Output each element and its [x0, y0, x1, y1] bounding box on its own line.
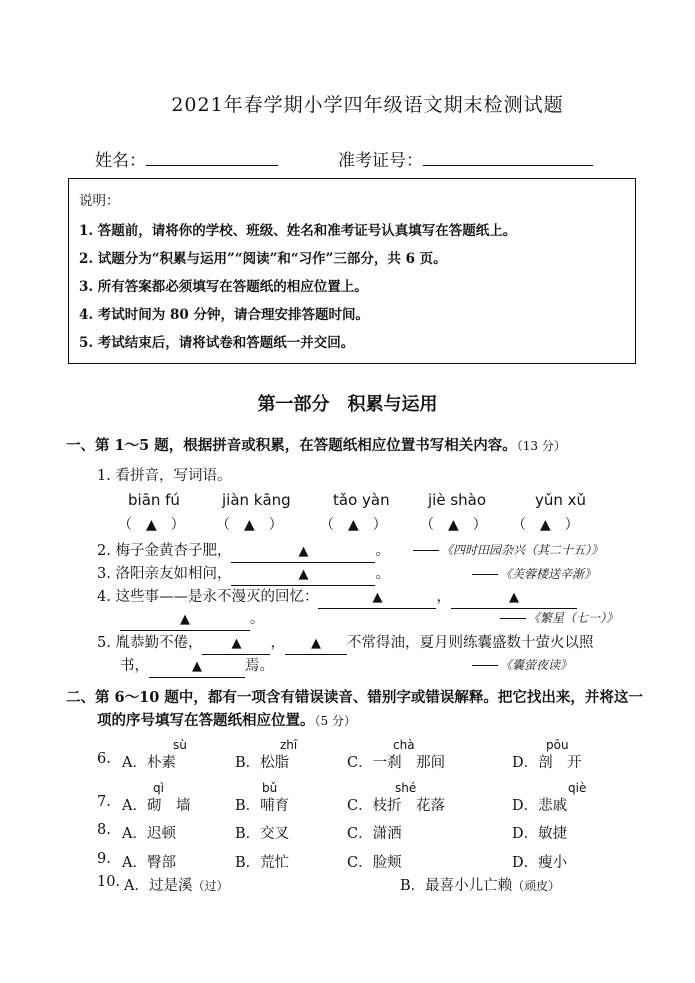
- q2-num: 2.: [97, 543, 111, 559]
- instructions-box: [68, 178, 636, 364]
- q8-option-a[interactable]: A．迟顿: [122, 826, 176, 842]
- q4-blank-1[interactable]: ▲: [318, 590, 436, 609]
- name-blank[interactable]: [146, 149, 278, 166]
- q4-blank-3[interactable]: ▲: [120, 612, 250, 631]
- q6-b-pinyin: zhī: [280, 738, 298, 752]
- q3-blank[interactable]: ▲: [231, 567, 375, 586]
- instruction-item: 4. 考试时间为 80 分钟，请合理安排答题时间。: [79, 307, 369, 323]
- q6-d-pinyin: pōu: [546, 738, 569, 752]
- q5-num: 5.: [97, 635, 111, 651]
- pinyin-item: jiàn kāng: [222, 491, 291, 509]
- answer-blank[interactable]: （ ▲ ）: [420, 517, 487, 533]
- q4-comma: ，: [436, 589, 451, 605]
- instructions-heading: 说明：: [79, 193, 120, 209]
- q8-option-d[interactable]: D．敏捷: [512, 826, 568, 842]
- q6-option-c[interactable]: C．一刹 那间: [347, 755, 446, 771]
- part2-heading-line2: [97, 709, 356, 730]
- q2-blank[interactable]: ▲: [231, 544, 375, 563]
- q7-option-c[interactable]: C．枝折 花落: [347, 798, 446, 814]
- q3-end: 。: [375, 566, 390, 582]
- q7-d-pinyin: qiè: [568, 781, 587, 795]
- q5-text2: 不常得油，夏月则练囊盛数十萤火以照: [346, 635, 594, 651]
- q3-text: 洛阳亲友如相问，: [115, 566, 232, 582]
- exam-id-blank[interactable]: [423, 149, 593, 166]
- q4-source: 《繁星（七一）》: [500, 609, 618, 626]
- instruction-item: 2. 试题分为“积累与运用”“阅读”和“习作”三部分，共 6 页。: [79, 251, 447, 267]
- section-title: 第一部分 积累与运用: [257, 394, 438, 415]
- q8-option-c[interactable]: C．潇洒: [347, 826, 402, 842]
- q5-text3: 书，: [120, 658, 149, 674]
- q5-line2: [120, 654, 274, 678]
- q6-option-a[interactable]: A．朴素: [122, 755, 176, 771]
- q5: [97, 631, 593, 655]
- q9-num: 9.: [97, 851, 111, 867]
- q4: [97, 585, 577, 609]
- q4-line2: [120, 607, 265, 631]
- name-label: 姓名：: [95, 151, 146, 171]
- answer-blank[interactable]: （ ▲ ）: [118, 517, 185, 533]
- q3-source: 《芙蓉楼送辛渐》: [472, 565, 596, 582]
- q7-option-d[interactable]: D．悲戚: [512, 798, 568, 814]
- pinyin-item: yǔn xǔ: [535, 491, 587, 509]
- exam-id-label: 准考证号：: [338, 151, 423, 171]
- pinyin-item: biān fú: [128, 491, 180, 509]
- q6-c-pinyin: chà: [393, 738, 415, 752]
- part2-heading-line1: [66, 686, 643, 707]
- q4-num: 4.: [97, 589, 111, 605]
- q7-c-pinyin: shé: [395, 781, 417, 795]
- exam-id-field[interactable]: [338, 146, 593, 171]
- q5-blank-1[interactable]: ▲: [202, 636, 270, 655]
- q4-end: 。: [250, 611, 265, 627]
- q9-option-a[interactable]: A．臀部: [122, 855, 176, 871]
- instruction-item: 5. 考试结束后，请将试卷和答题纸一并交回。: [79, 335, 355, 351]
- q3: [97, 562, 390, 586]
- part2-prefix: 二、: [66, 689, 95, 706]
- part2-text-1: 第 6～10 题中，都有一项含有错误读音、错别字或错误解释。把它找出来，并将这一: [95, 689, 643, 706]
- q7-option-b[interactable]: B．哺育: [235, 798, 290, 814]
- q2: [97, 539, 390, 563]
- q10-option-a[interactable]: A．过是溪（过）: [124, 878, 229, 894]
- q10-num: 10.: [97, 874, 121, 890]
- q3-num: 3.: [97, 566, 111, 582]
- q8-num: 8.: [97, 822, 111, 838]
- q4-blank-2[interactable]: ▲: [451, 590, 577, 609]
- q6-a-pinyin: sù: [173, 738, 187, 752]
- pinyin-item: tǎo yàn: [333, 491, 390, 509]
- name-field[interactable]: [95, 146, 278, 171]
- q7-a-pinyin: qì: [153, 781, 164, 795]
- instruction-item: 1. 答题前，请将你的学校、班级、姓名和准考证号认真填写在答题纸上。: [79, 223, 517, 239]
- pinyin-item: jiè shào: [428, 491, 487, 509]
- q2-end: 。: [375, 543, 390, 559]
- q6-num: 6.: [97, 751, 111, 767]
- instruction-item: 3. 所有答案都必须填写在答题纸的相应位置上。: [79, 279, 368, 295]
- q8-option-b[interactable]: B．交叉: [235, 826, 290, 842]
- answer-blank[interactable]: （ ▲ ）: [216, 517, 283, 533]
- q9-option-c[interactable]: C．脸颊: [347, 855, 402, 871]
- part1-score: （13 分）: [516, 439, 566, 453]
- q5-source: 《囊萤夜读》: [472, 656, 572, 673]
- part1-text: 第 1～5 题，根据拼音或积累，在答题纸相应位置书写相关内容。: [95, 437, 517, 454]
- q6-option-b[interactable]: B．松脂: [235, 755, 290, 771]
- page-title: 2021年春学期小学四年级语文期末检测试题: [171, 94, 564, 116]
- q5-text1: 胤恭勤不倦，: [115, 635, 203, 651]
- q9-option-d[interactable]: D．瘦小: [512, 855, 568, 871]
- answer-blank[interactable]: （ ▲ ）: [512, 517, 579, 533]
- part2-score: （5 分）: [314, 714, 356, 728]
- q5-blank-2[interactable]: ▲: [285, 636, 347, 655]
- q9-option-b[interactable]: B．荒忙: [235, 855, 290, 871]
- q2-source: 《四时田园杂兴（其二十五）》: [413, 541, 603, 558]
- q5-comma: ，: [270, 635, 285, 651]
- q2-text: 梅子金黄杏子肥，: [115, 543, 232, 559]
- part1-heading: [66, 434, 566, 455]
- q7-num: 7.: [97, 794, 111, 810]
- answer-blank[interactable]: （ ▲ ）: [320, 517, 387, 533]
- q4-text: 这些事——是永不漫灭的回忆：: [115, 589, 319, 605]
- q10-option-b[interactable]: B．最喜小儿亡赖（顽皮）: [400, 878, 561, 894]
- q7-b-pinyin: bǔ: [262, 781, 278, 795]
- part2-text-2: 项的序号填写在答题纸相应位置。: [97, 712, 315, 729]
- q6-option-d[interactable]: D．剖 开: [512, 755, 582, 771]
- q1-label: 1. 看拼音，写词语。: [97, 468, 232, 484]
- part1-prefix: 一、: [66, 437, 95, 454]
- q5-blank-3[interactable]: ▲: [149, 659, 245, 678]
- q5-end: 焉。: [245, 658, 274, 674]
- q7-option-a[interactable]: A．砌 墙: [122, 798, 191, 814]
